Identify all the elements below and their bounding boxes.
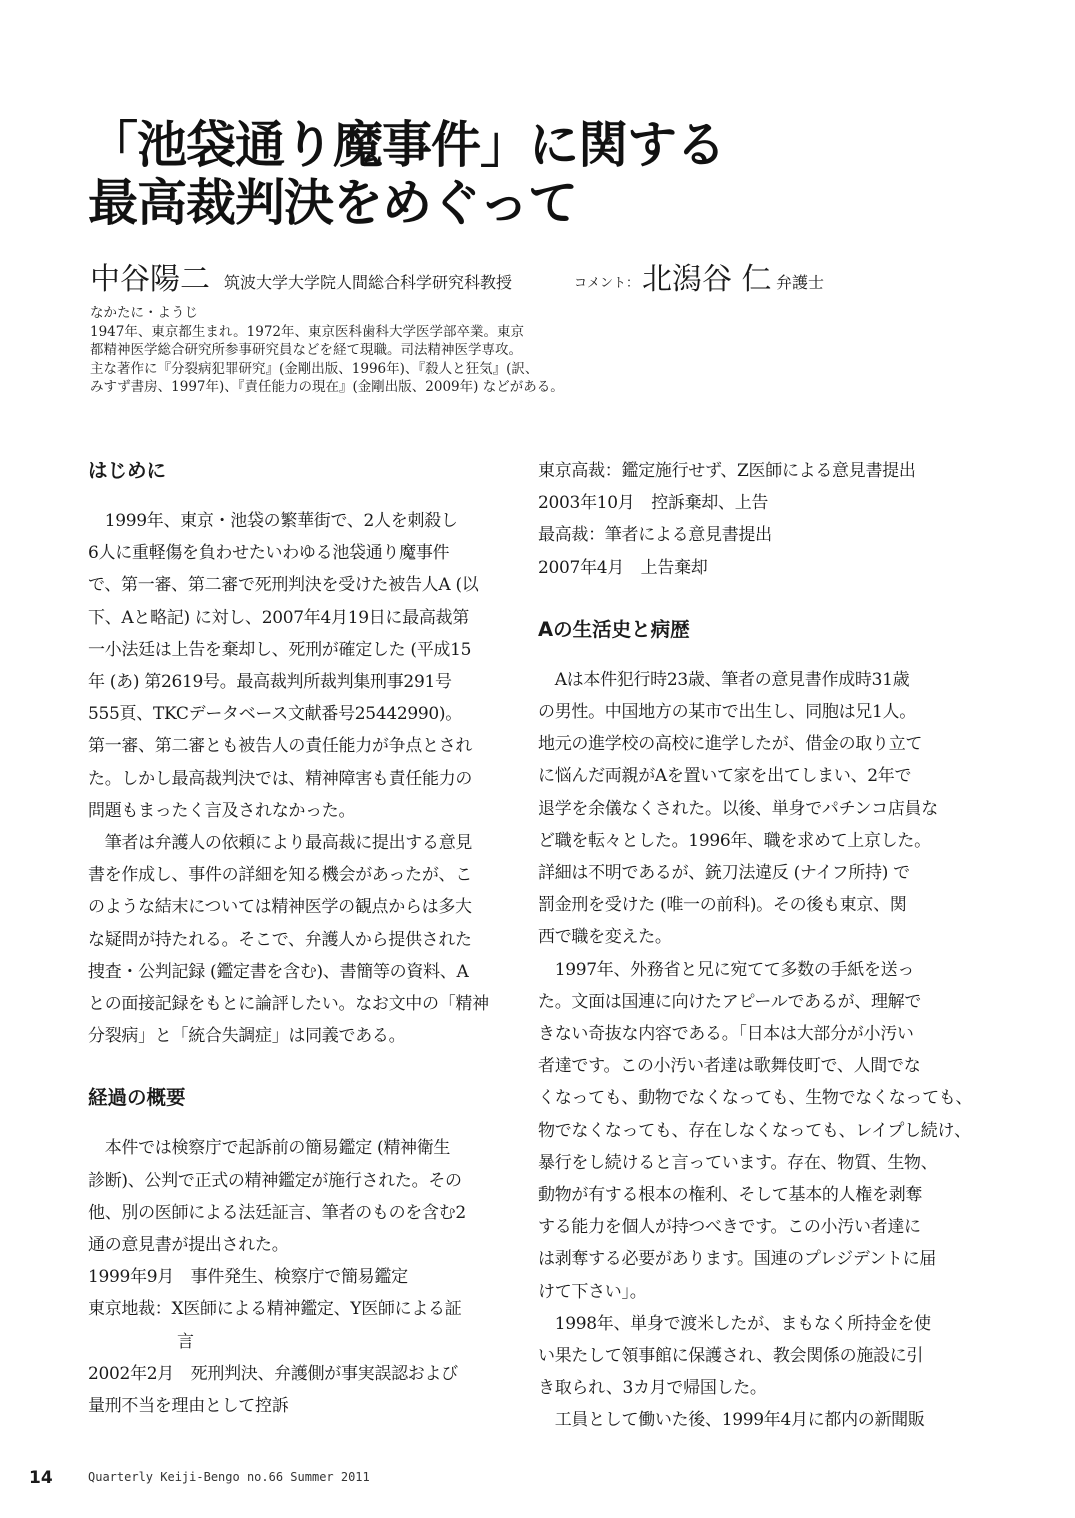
- timeline-line: 最高裁：筆者による意見書提出: [538, 525, 772, 546]
- body-line: 下、Aと略記) に対し、2007年4月19日に最高裁第: [88, 607, 469, 628]
- bio-line: 1947年、東京都生まれ。1972年、東京医科歯科大学医学部卒業。東京: [90, 323, 525, 340]
- body-line: 555頁、TKCデータベース文献番号25442990)。: [88, 704, 462, 725]
- body-line: た。しかし最高裁判決では、精神障害も責任能力の: [88, 768, 473, 789]
- timeline-line: 言: [177, 1331, 194, 1352]
- title-line-2: 最高裁判決をめぐって: [88, 174, 577, 232]
- bio-line: 都精神医学総合研究所参事研究員などを経て現職。司法精神医学専攻。: [90, 342, 522, 359]
- article-title: [88, 116, 848, 232]
- body-line: 書を作成し、事件の詳細を知る機会があったが、こ: [88, 865, 472, 886]
- section-heading-introduction: はじめに: [88, 459, 167, 482]
- body-line: の男性。中国地方の某市で出生し、同胞は兄1人。: [538, 702, 916, 723]
- section-heading-life-history: Aの生活史と病歴: [538, 617, 690, 641]
- journal-name: Quarterly Keiji-Bengo no.66 Summer 2011: [88, 1470, 370, 1484]
- timeline-line: 2002年2月 死刑判決、弁護側が事実誤認および: [88, 1363, 458, 1384]
- body-line: 通の意見書が提出された。: [88, 1235, 289, 1256]
- body-line: 物でなくなっても、存在しなくなっても、レイプし続け、: [538, 1120, 971, 1141]
- body-line: 1999年、東京・池袋の繁華街で、2人を刺殺し: [88, 511, 458, 531]
- body-line: は剥奪する必要があります。国連のプレジデントに届: [538, 1249, 936, 1270]
- timeline-line: 2003年10月 控訴棄却、上告: [538, 493, 769, 514]
- body-line: 1998年、単身で渡米したが、まもなく所持金を使: [538, 1313, 931, 1334]
- title-line-1: 「池袋通り魔事件」に関する: [88, 116, 725, 174]
- timeline-line: 東京地裁：X医師による精神鑑定、Y医師による証: [88, 1299, 462, 1320]
- author-name: 中谷陽二: [90, 262, 210, 297]
- body-line: 筆者は弁護人の依頼により最高裁に提出する意見: [88, 833, 473, 854]
- body-line: 者達です。この小汚い者達は歌舞伎町で、人間でな: [538, 1056, 921, 1077]
- author-reading: なかたに・ようじ: [90, 305, 198, 321]
- body-line: 捜査・公判記録 (鑑定書を含む)、書簡等の資料、A: [88, 961, 469, 982]
- body-line: な疑問が持たれる。そこで、弁護人から提供された: [88, 929, 472, 950]
- timeline-line: 1999年9月 事件発生、検察庁で簡易鑑定: [88, 1267, 408, 1288]
- body-line: 工員として働いた後、1999年4月に都内の新聞販: [538, 1410, 925, 1431]
- body-line: 暴行をし続けると言っています。存在、物質、生物、: [538, 1152, 938, 1173]
- body-line: 地元の進学校の高校に進学したが、借金の取り立て: [538, 734, 923, 755]
- body-line: 他、別の医師による法廷証言、筆者のものを含む2: [88, 1202, 466, 1223]
- bio-line: 主な著作に『分裂病犯罪研究』(金剛出版、1996年)、『殺人と狂気』(訳、: [90, 360, 539, 377]
- timeline-line: 量刑不当を理由として控訴: [88, 1396, 289, 1417]
- left-column: [88, 455, 503, 1422]
- right-column: [538, 455, 973, 1437]
- comment-label: コメント：: [574, 276, 640, 291]
- body-line: けて下さい」。: [538, 1281, 647, 1302]
- body-line: 1997年、外務省と兄に宛てて多数の手紙を送っ: [538, 959, 915, 980]
- timeline-line: 2007年4月 上告棄却: [538, 557, 708, 578]
- body-line: 診断)、公判で正式の精神鑑定が施行された。その: [88, 1170, 462, 1191]
- bio-line: みすず書房、1997年)、『責任能力の現在』(金剛出版、2009年) などがある。: [90, 379, 564, 396]
- body-line: との面接記録をもとに論評したい。なお文中の「精神: [88, 994, 489, 1015]
- body-line: い果たして領事館に保護され、教会関係の施設に引: [538, 1346, 924, 1367]
- body-line: 6人に重軽傷を負わせたいわゆる池袋通り魔事件: [88, 543, 450, 564]
- commentator-name: 北潟谷 仁: [642, 262, 772, 297]
- commentator-affiliation: 弁護士: [776, 273, 825, 292]
- body-line: 本件では検察庁で起訴前の簡易鑑定 (精神衛生: [88, 1138, 451, 1159]
- body-line: に悩んだ両親がAを置いて家を出てしまい、2年で: [538, 766, 912, 787]
- body-line: 動物が有する根本の権利、そして基本的人権を剥奪: [538, 1185, 923, 1206]
- page-number: 14: [29, 1468, 53, 1488]
- timeline-line: 東京高裁：鑑定施行せず、Z医師による意見書提出: [538, 461, 916, 481]
- body-line: き取られ、3カ月で帰国した。: [538, 1378, 767, 1399]
- section-heading-overview: 経過の概要: [88, 1086, 186, 1110]
- body-line: 年 (あ) 第2619号。最高裁判所裁判集刑事291号: [88, 672, 452, 693]
- body-line: のような結末については精神医学の観点からは多大: [88, 897, 472, 918]
- body-line: くなっても、動物でなくなっても、生物でなくなっても、: [538, 1088, 973, 1109]
- body-line: する能力を個人が持つべきです。この小汚い者達に: [538, 1217, 921, 1238]
- body-line: 退学を余儀なくされた。以後、単身でパチンコ店員な: [538, 798, 938, 819]
- body-line: ど職を転々とした。1996年、職を求めて上京した。: [538, 830, 931, 851]
- author-row: [90, 262, 990, 302]
- body-line: きない奇抜な内容である。「日本は大部分が小汚い: [538, 1024, 914, 1045]
- body-line: 一小法廷は上告を棄却し、死刑が確定した (平成15: [88, 639, 472, 660]
- body-line: Aは本件犯行時23歳、筆者の意見書作成時31歳: [538, 669, 910, 690]
- author-affiliation: 筑波大学大学院人間総合科学研究科教授: [224, 273, 513, 292]
- body-line: 詳細は不明であるが、銃刀法違反 (ナイフ所持) で: [538, 863, 910, 884]
- body-line: た。文面は国連に向けたアピールであるが、理解で: [538, 991, 922, 1012]
- body-line: 罰金刑を受けた (唯一の前科)。その後も東京、関: [538, 895, 907, 916]
- body-line: で、第一審、第二審で死刑判決を受けた被告人A (以: [88, 575, 479, 596]
- body-line: 問題もまったく言及されなかった。: [88, 800, 356, 821]
- body-line: 西で職を変えた。: [538, 927, 672, 948]
- body-line: 第一審、第二審とも被告人の責任能力が争点とされ: [88, 736, 473, 757]
- author-bio: [90, 304, 564, 397]
- body-line: 分裂病」と「統合失調症」は同義である。: [88, 1026, 406, 1047]
